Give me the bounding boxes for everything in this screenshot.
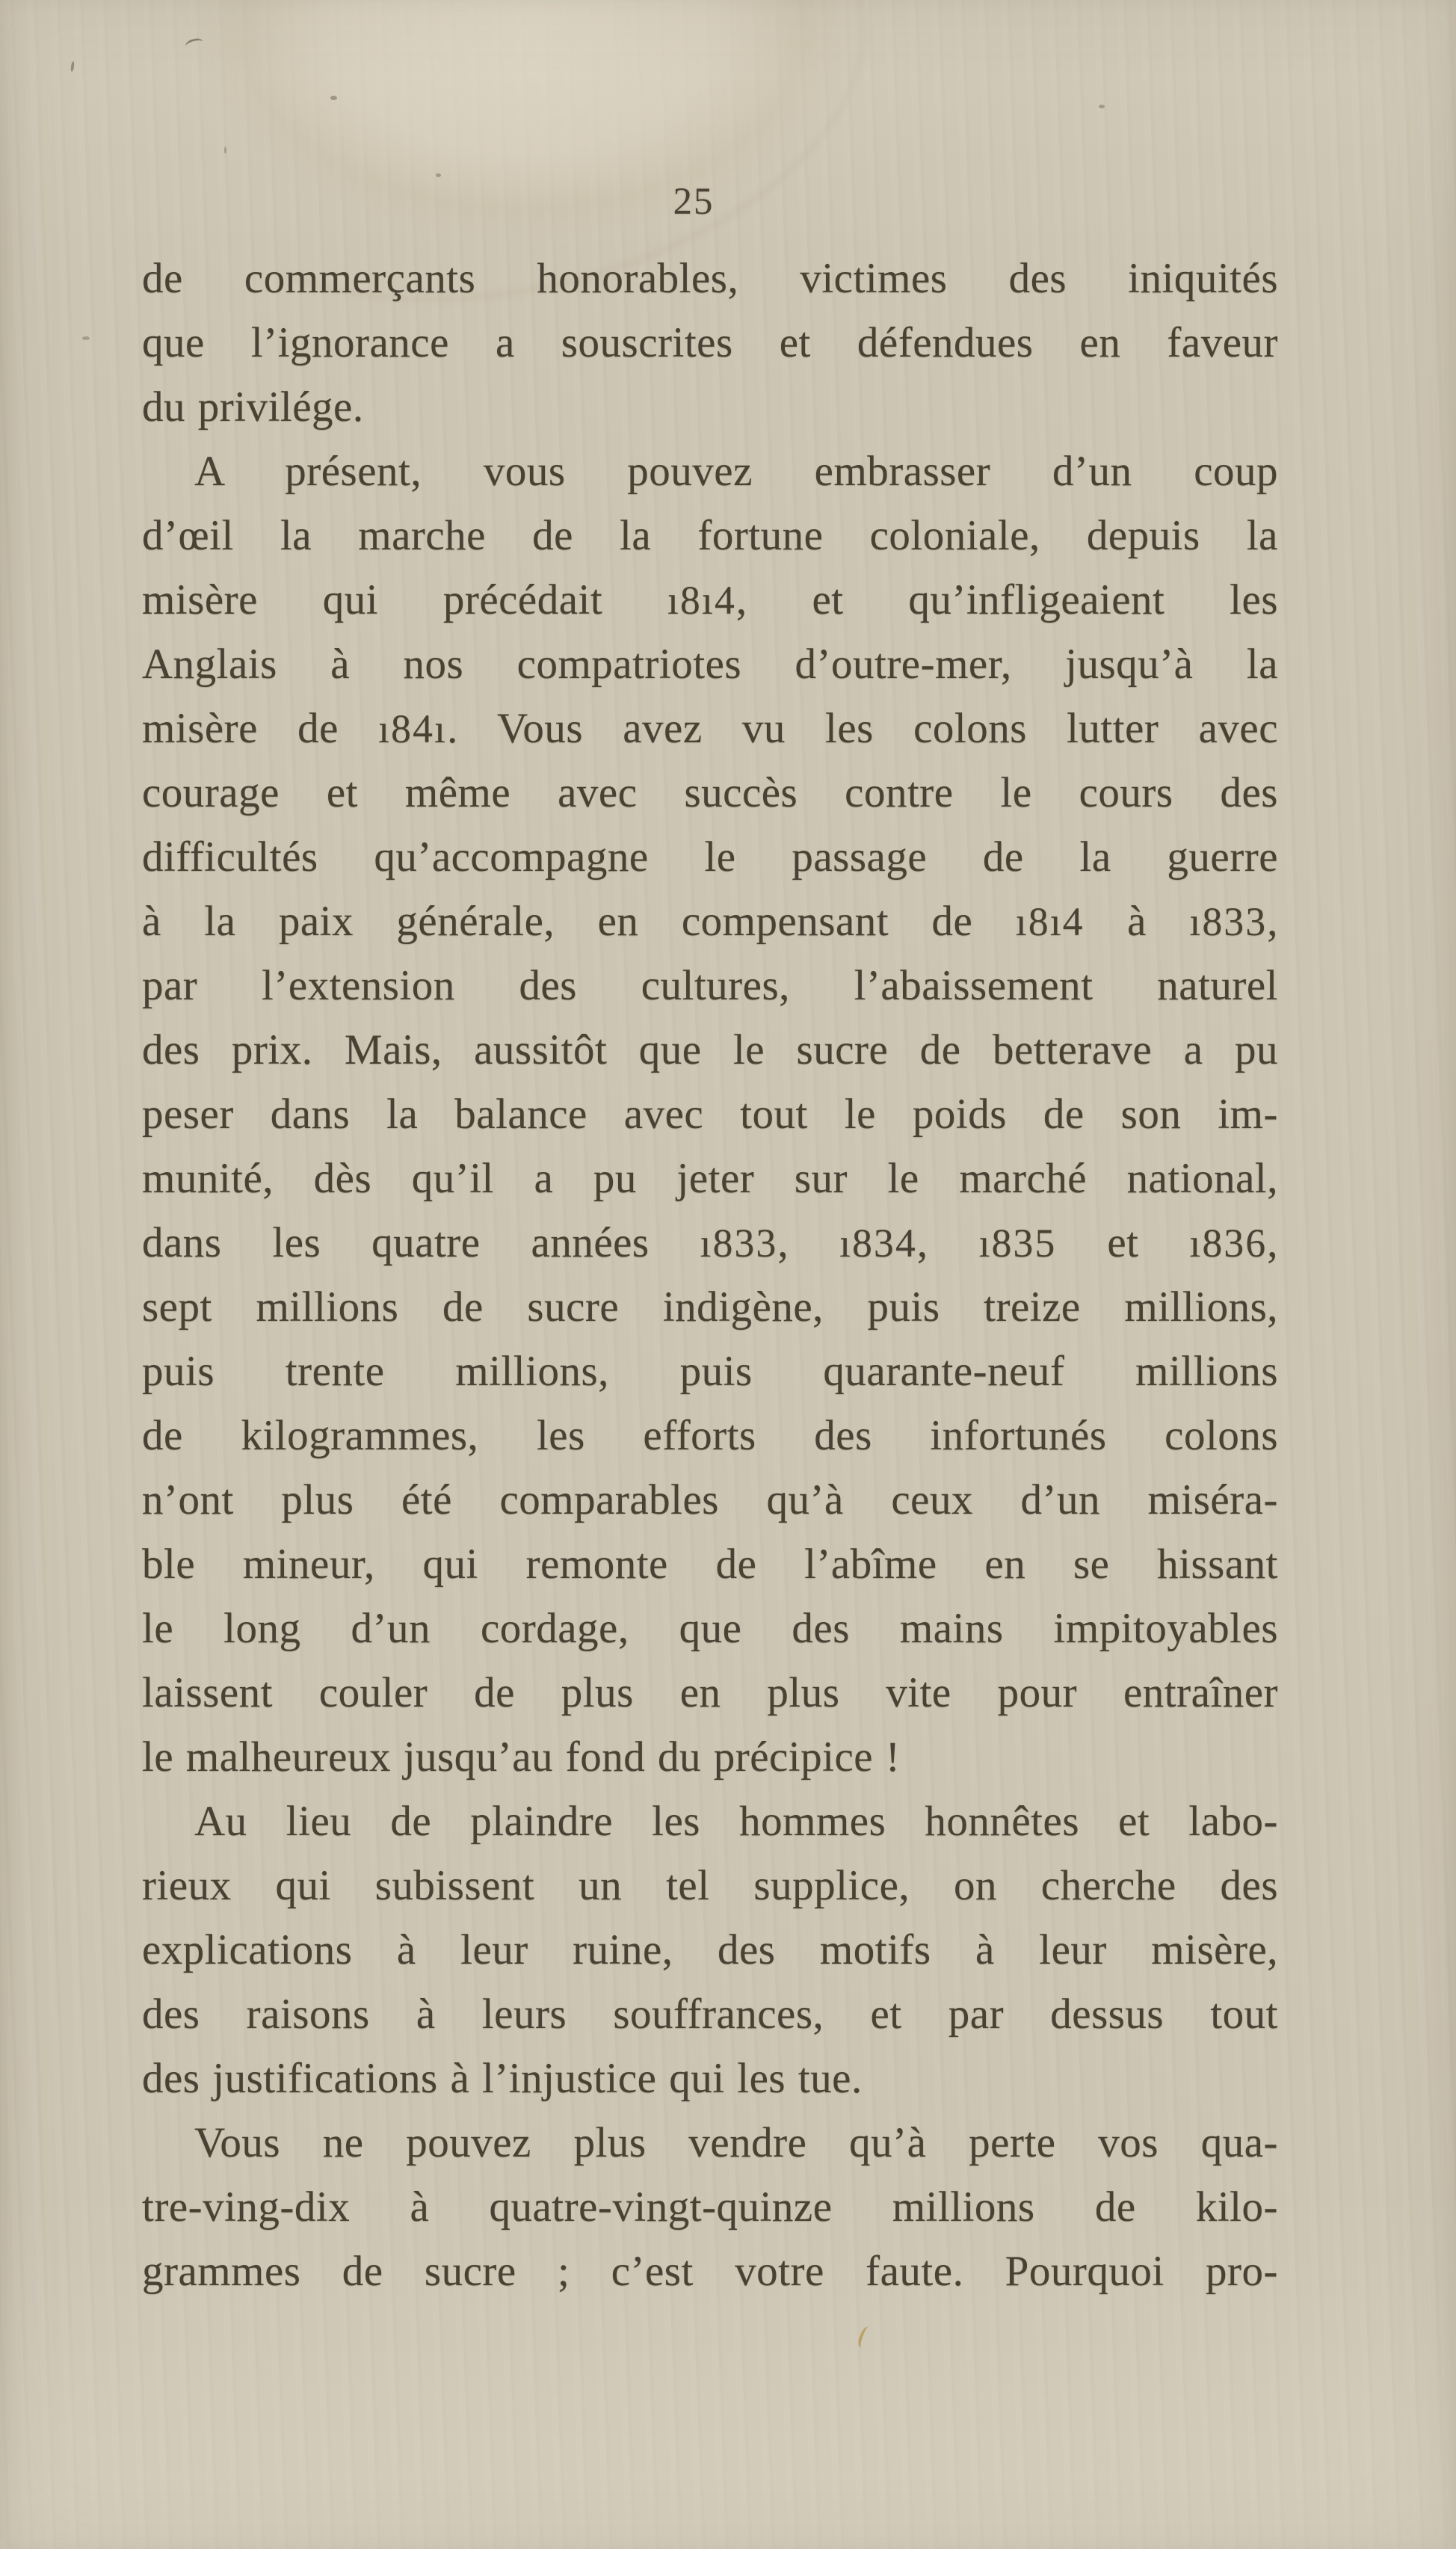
text-line: sept millions de sucre indigène, puis treize millions,	[142, 1283, 1278, 1331]
text-line: Anglais à nos compatriotes d’outre-mer, jusqu’à la	[142, 641, 1278, 688]
paragraph	[142, 1790, 1278, 2111]
text-line: explications à leur ruine, des motifs à leur misère,	[142, 1926, 1278, 1973]
text-line: peser dans la balance avec tout le poids de son im-	[142, 1091, 1278, 1138]
paper-speck	[436, 173, 441, 177]
text-block	[142, 247, 1278, 2304]
text-line: que l’ignorance a souscrites et défendues en faveur	[142, 319, 1278, 366]
text-line: laissent couler de plus en plus vite pour entraîner	[142, 1669, 1278, 1716]
paper-speck	[82, 336, 90, 340]
text-line: de commerçants honorables, victimes des iniquités	[142, 255, 1278, 302]
text-line: à la paix générale, en compensant de ı8ı4 à ı833,	[142, 898, 1278, 945]
text-line: courage et même avec succès contre le cours des	[142, 769, 1278, 816]
paragraph	[142, 2111, 1278, 2304]
paper-speck	[1099, 105, 1105, 108]
text-line: difficultés qu’accompagne le passage de la guerre	[142, 833, 1278, 881]
text-line: misère de ı84ı. Vous avez vu les colons lutter avec	[142, 705, 1278, 752]
text-line: Vous ne pouvez plus vendre qu’à perte vos qua-	[194, 2119, 1278, 2166]
paper-fiber	[857, 2325, 874, 2350]
text-line: n’ont plus été comparables qu’à ceux d’un miséra-	[142, 1476, 1278, 1523]
paper-speck	[224, 147, 226, 154]
paper-speck	[70, 61, 75, 72]
text-line: d’œil la marche de la fortune coloniale, depuis la	[142, 512, 1278, 559]
text-line: dans les quatre années ı833, ı834, ı835 et ı836,	[142, 1219, 1278, 1266]
text-line: des justifications à l’injustice qui les tue.	[142, 2055, 863, 2102]
text-line: A présent, vous pouvez embrasser d’un coup	[194, 448, 1278, 495]
text-line: de kilogrammes, les efforts des infortunés colons	[142, 1412, 1278, 1459]
text-line: ble mineur, qui remonte de l’abîme en se hissant	[142, 1541, 1278, 1588]
text-line: tre-ving-dix à quatre-vingt-quinze millions de kilo-	[142, 2183, 1278, 2231]
text-line: munité, dès qu’il a pu jeter sur le marché national,	[142, 1155, 1278, 1202]
paper-speck	[185, 37, 205, 52]
paragraph	[142, 247, 1278, 440]
paragraph	[142, 440, 1278, 1790]
text-line: du privilége.	[142, 383, 364, 431]
text-line: des raisons à leurs souffrances, et par dessus tout	[142, 1991, 1278, 2038]
text-line: rieux qui subissent un tel supplice, on cherche des	[142, 1862, 1278, 1909]
text-line: misère qui précédait ı8ı4, et qu’infligeaient les	[142, 576, 1278, 623]
page-number: 25	[673, 180, 715, 222]
text-line: des prix. Mais, aussitôt que le sucre de betterave a pu	[142, 1026, 1278, 1073]
text-line: Au lieu de plaindre les hommes honnêtes et labo-	[194, 1798, 1278, 1845]
text-line: par l’extension des cultures, l’abaissement naturel	[142, 962, 1278, 1009]
text-line: le malheureux jusqu’au fond du précipice !	[142, 1733, 901, 1781]
paper-speck	[330, 96, 337, 100]
text-line: le long d’un cordage, que des mains impitoyables	[142, 1605, 1278, 1652]
text-line: puis trente millions, puis quarante-neuf millions	[142, 1348, 1278, 1395]
text-line: grammes de sucre ; c’est votre faute. Pourquoi pro-	[142, 2248, 1278, 2295]
